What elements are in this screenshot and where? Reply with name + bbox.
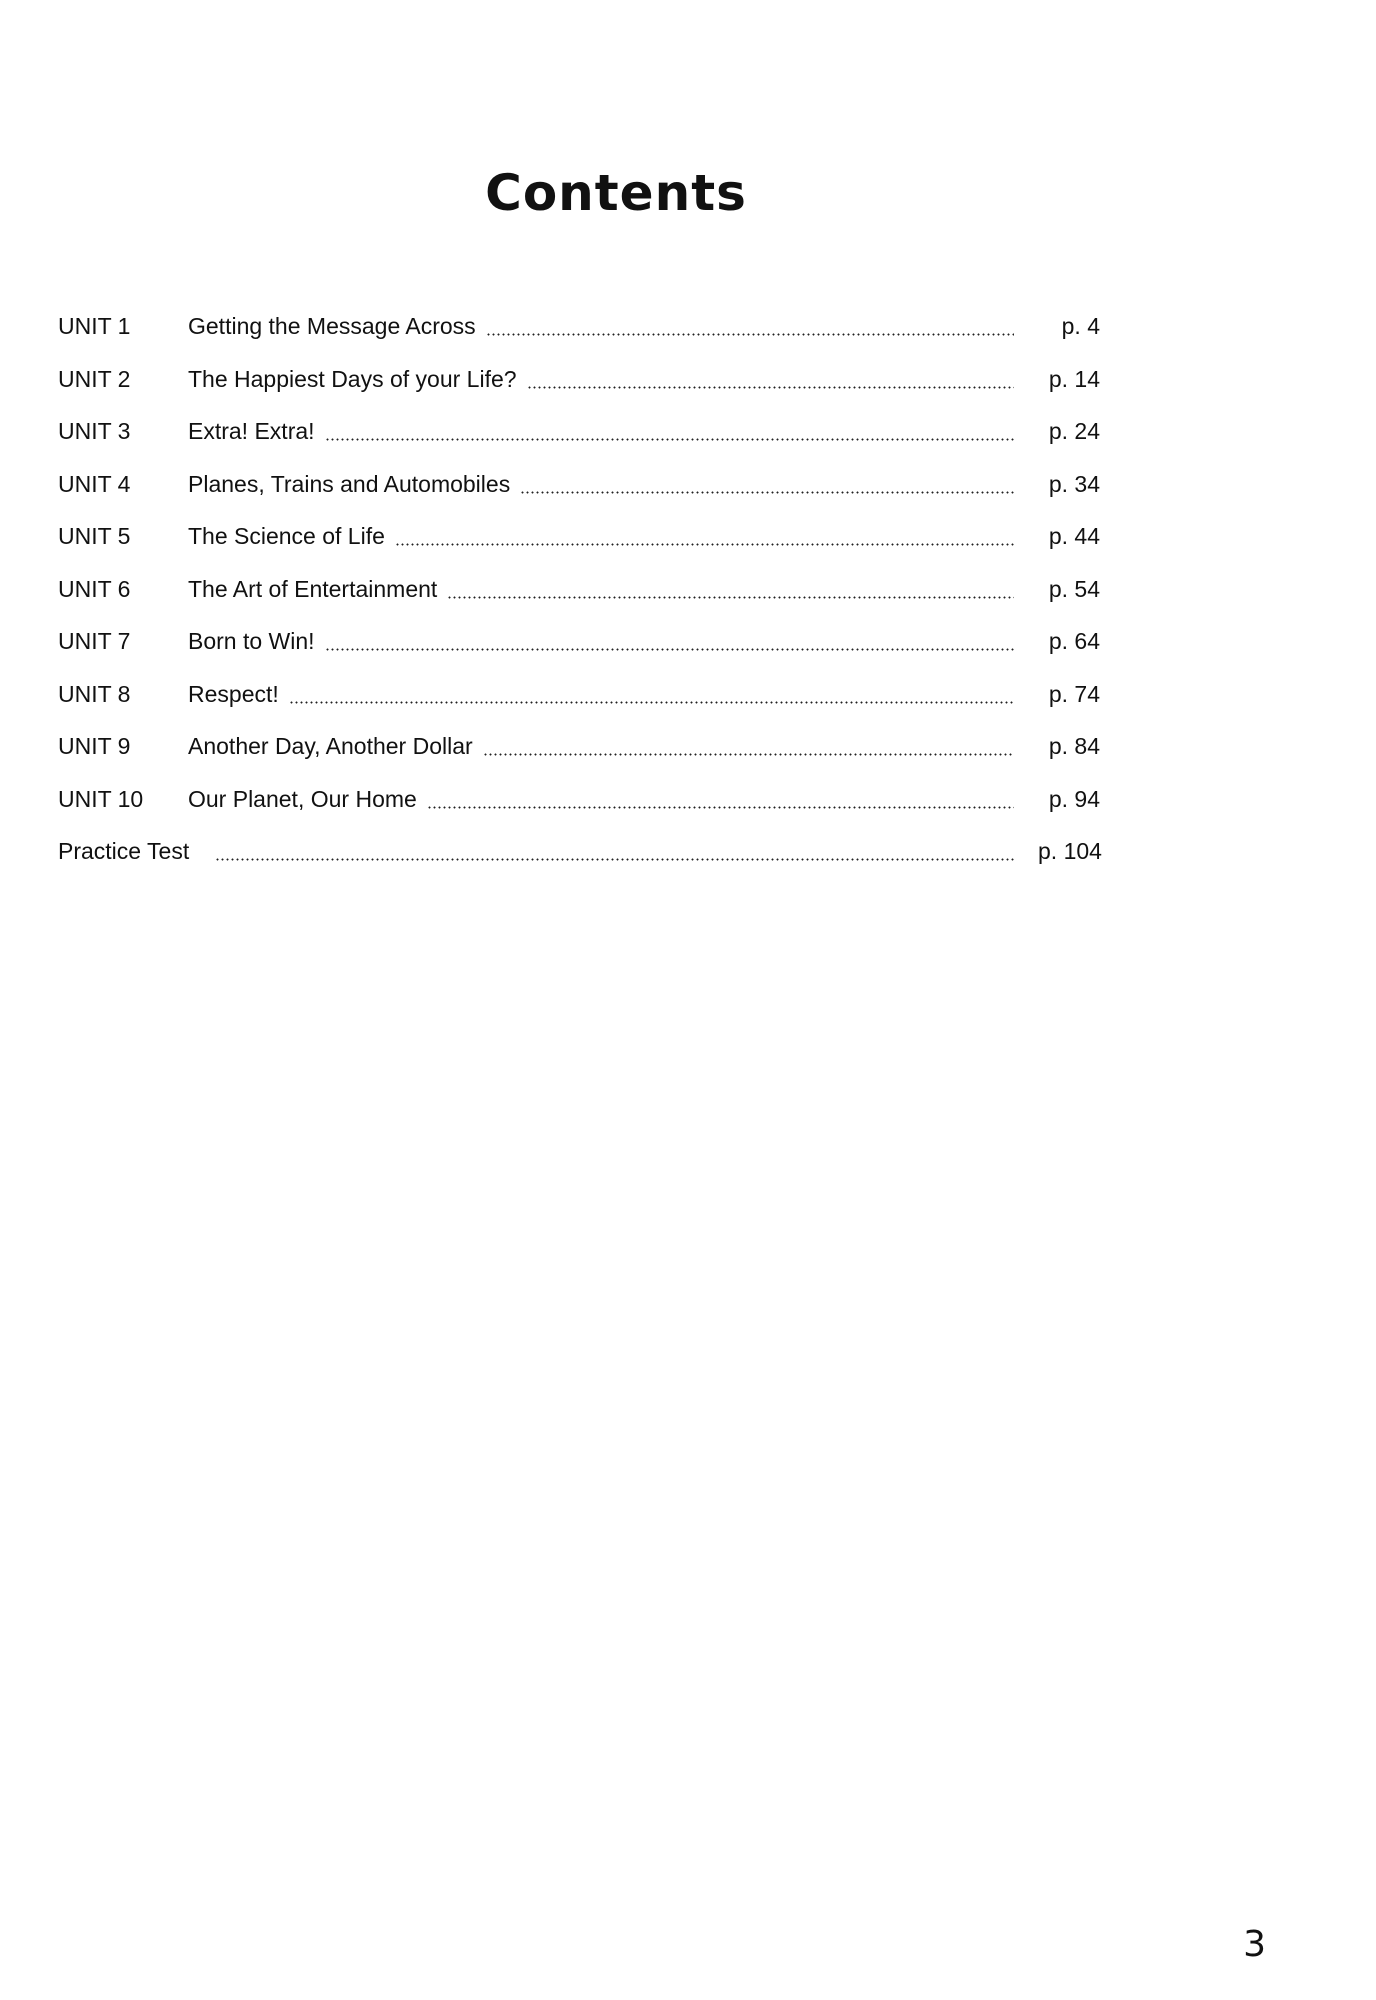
dot-leader (325, 417, 1014, 445)
toc-page-ref: p. 24 (1048, 418, 1100, 444)
toc-unit-label: UNIT 8 (58, 680, 131, 707)
toc-entry-practice-test[interactable] (58, 837, 1100, 890)
toc-entry-unit-5[interactable] (58, 522, 1100, 575)
toc-unit-title: Our Planet, Our Home (188, 785, 427, 813)
toc-unit-label: UNIT 7 (58, 628, 131, 654)
toc-unit-label: UNIT 1 (58, 313, 131, 339)
toc-entry-unit-8[interactable] (58, 680, 1100, 733)
toc-page-ref: p. 54 (1048, 575, 1100, 602)
toc-unit-title: Born to Win! (188, 627, 325, 655)
toc-page-ref: p. 94 (1048, 785, 1100, 812)
dot-leader (527, 365, 1014, 393)
dot-leader (325, 627, 1014, 655)
toc-page-ref: p. 4 (1061, 313, 1100, 339)
toc-entry-unit-4[interactable] (58, 470, 1100, 523)
toc-page-ref: p. 84 (1048, 733, 1100, 759)
dot-leader (395, 522, 1014, 550)
dot-leader (483, 732, 1014, 760)
toc-unit-title: Respect! (188, 680, 289, 708)
toc-page-ref: p. 64 (1048, 628, 1100, 654)
dot-leader (447, 575, 1014, 603)
dot-leader (486, 312, 1014, 340)
dot-leader (427, 785, 1014, 813)
toc-entry-unit-10[interactable] (58, 785, 1100, 838)
page-number: 3 (1243, 1924, 1266, 1965)
dot-leader (520, 470, 1014, 498)
page-title: Contents (485, 164, 747, 222)
toc-unit-label: UNIT 2 (58, 365, 131, 392)
toc-unit-label: UNIT 6 (58, 575, 131, 602)
toc-entry-unit-9[interactable] (58, 732, 1100, 785)
toc-page-ref: p. 74 (1048, 680, 1100, 707)
toc-unit-title: The Art of Entertainment (188, 575, 447, 603)
toc-page-ref: p. 104 (1038, 838, 1102, 864)
toc-entry-unit-3[interactable] (58, 417, 1100, 470)
toc-page-ref: p. 44 (1048, 523, 1100, 549)
toc-unit-title: The Happiest Days of your Life? (188, 365, 527, 393)
toc-practice-label: Practice Test (58, 838, 190, 864)
toc-unit-title: Getting the Message Across (188, 312, 486, 340)
dot-leader (215, 837, 1014, 865)
dot-leader (289, 680, 1014, 708)
toc-unit-label: UNIT 4 (58, 470, 131, 497)
table-of-contents (58, 312, 1100, 890)
toc-entry-unit-1[interactable] (58, 312, 1100, 365)
toc-unit-label: UNIT 5 (58, 523, 131, 549)
toc-page-ref: p. 34 (1048, 470, 1100, 497)
toc-page-ref: p. 14 (1048, 365, 1100, 392)
toc-entry-unit-6[interactable] (58, 575, 1100, 628)
toc-unit-title: Planes, Trains and Automobiles (188, 470, 520, 498)
toc-unit-label: UNIT 10 (58, 785, 144, 812)
toc-unit-label: UNIT 9 (58, 733, 131, 759)
toc-entry-unit-2[interactable] (58, 365, 1100, 418)
toc-unit-label: UNIT 3 (58, 418, 131, 444)
toc-unit-title: The Science of Life (188, 522, 395, 550)
toc-unit-title: Extra! Extra! (188, 417, 325, 445)
toc-unit-title: Another Day, Another Dollar (188, 732, 483, 760)
toc-entry-unit-7[interactable] (58, 627, 1100, 680)
